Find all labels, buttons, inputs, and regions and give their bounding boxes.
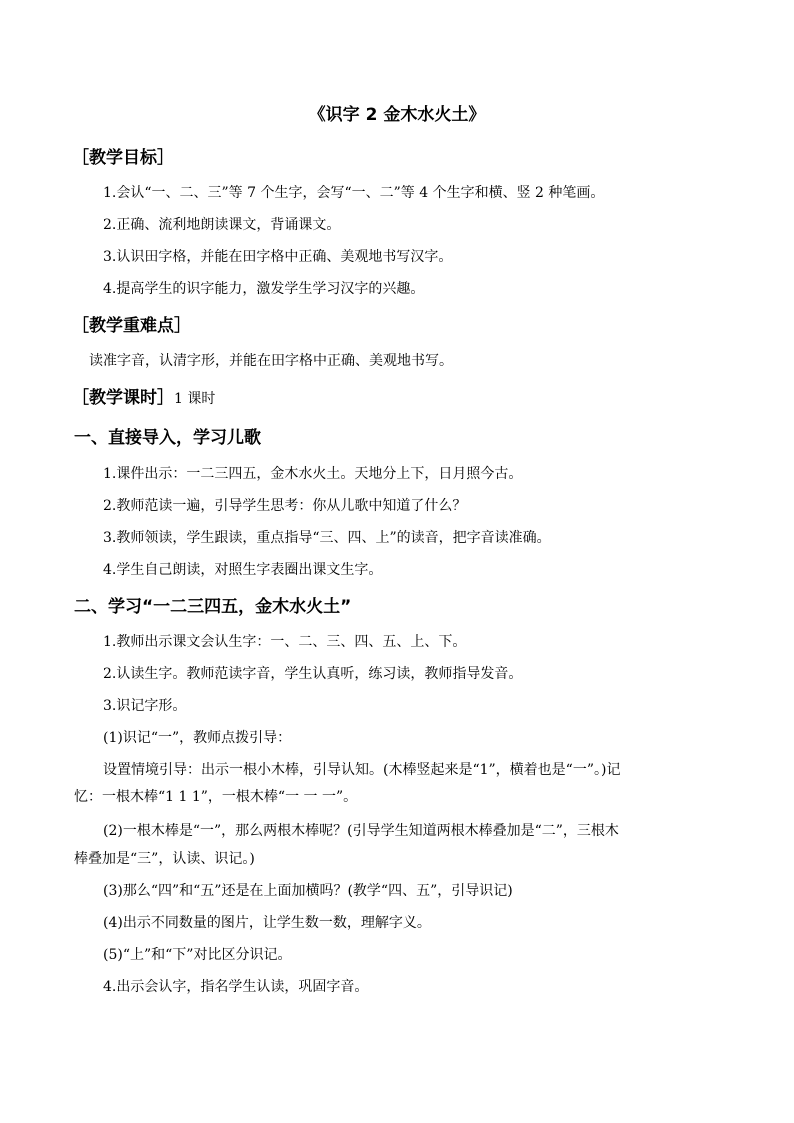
hours-line	[72, 386, 215, 411]
part2-item: 1.教师出示课文会认生字：一、二、三、四、五、上、下。	[103, 634, 467, 650]
objectives-heading: ［教学目标］	[72, 148, 174, 168]
part2-item: 4.出示会认字，指名学生认读，巩固字音。	[103, 979, 369, 995]
part2-heading: 二、学习“一二三四五，金木水火土”	[74, 597, 352, 617]
key-points-text: 读准字音，认清字形，并能在田字格中正确、美观地书写。	[89, 353, 453, 369]
part2-item-continued: 棒叠加是“三”，认读、识记。)	[74, 851, 255, 867]
objective-item: 1.会认“一、二、三”等 7 个生字，会写“一、二”等 4 个生字和横、竖 2 种笔画。	[103, 185, 605, 201]
part2-item: (2)一根木棒是“一”，那么两根木棒呢？(引导学生知道两根木棒叠加是“二”，三根木	[103, 823, 619, 839]
part2-item-continued: 忆：一根木棒“1 1 1”，一根木棒“一 一 一”。	[74, 789, 358, 805]
part1-heading: 一、直接导入，学习儿歌	[74, 428, 261, 448]
part2-item: 设置情境引导：出示一根小木棒，引导认知。(木棒竖起来是“1”，横着也是“一”。)记	[103, 762, 621, 778]
part1-item: 3.教师领读，学生跟读，重点指导“三、四、上”的读音，把字音读准确。	[103, 530, 551, 546]
hours-heading: ［教学课时］	[72, 388, 174, 408]
objective-item: 4.提高学生的识字能力，激发学生学习汉字的兴趣。	[103, 281, 425, 297]
part1-item: 4.学生自己朗读，对照生字表圈出课文生字。	[103, 562, 383, 578]
part1-item: 2.教师范读一遍，引导学生思考：你从儿歌中知道了什么？	[103, 498, 467, 514]
objective-item: 3.认识田字格，并能在田字格中正确、美观地书写汉字。	[103, 249, 453, 265]
objective-item: 2.正确、流利地朗读课文，背诵课文。	[103, 217, 341, 233]
hours-value: 1 课时	[174, 391, 216, 407]
document-title: 《识字 2 金木水火土》	[308, 105, 486, 125]
part2-item: (1)识记“一”，教师点拨引导：	[103, 730, 292, 746]
key-points-heading: ［教学重难点］	[72, 316, 191, 336]
part2-item: (4)出示不同数量的图片，让学生数一数，理解字义。	[103, 915, 431, 931]
part1-item: 1.课件出示：一二三四五，金木水火土。天地分上下，日月照今古。	[103, 466, 523, 482]
part2-item: (3)那么“四”和“五”还是在上面加横吗？(教学“四、五”，引导识记)	[103, 883, 513, 899]
part2-item: (5)“上”和“下”对比区分识记。	[103, 947, 292, 963]
part2-item: 3.识记字形。	[103, 698, 187, 714]
part2-item: 2.认读生字。教师范读字音，学生认真听，练习读，教师指导发音。	[103, 666, 523, 682]
